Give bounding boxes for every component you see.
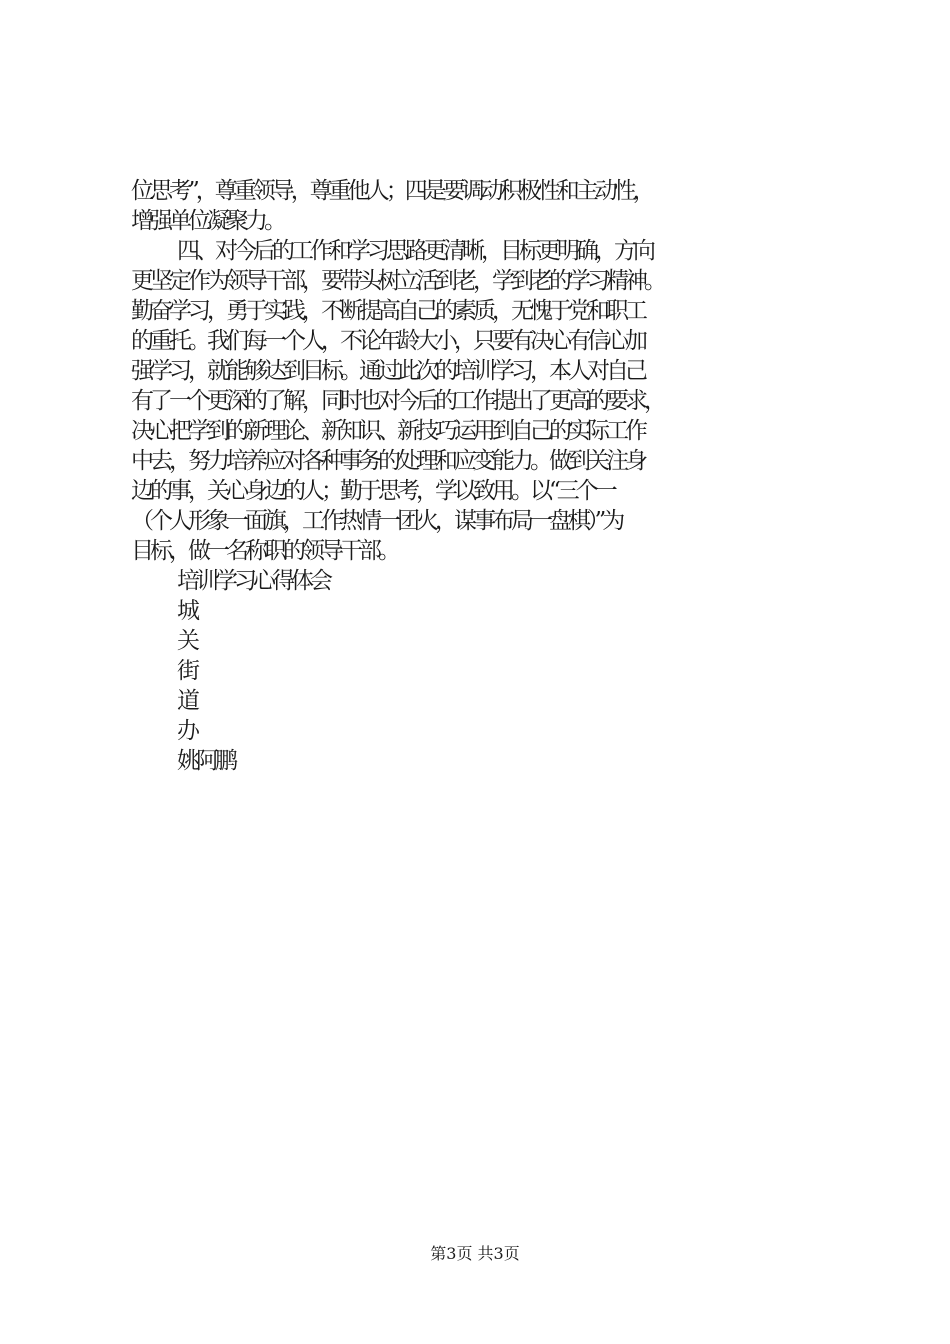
paragraph-line: 增强单位凝聚力。 <box>131 208 283 234</box>
paragraph-line: 位思考”，尊重领导，尊重他人；四是要调动积极性和主动性， <box>131 178 652 204</box>
signature-org-char: 关 <box>177 628 196 654</box>
paragraph-line: 边的事，关心身边的人；勤于思考，学以致用。以“三个一 <box>131 478 614 504</box>
paragraph-line: 更坚定作为领导干部，要带头树立活到老，学到老的学习精神。 <box>131 268 663 294</box>
paragraph-line: 勤奋学习，勇于实践，不断提高自己的素质，无愧于党和职工 <box>131 298 644 324</box>
signature-org-char: 街 <box>177 658 196 684</box>
paragraph-line: 有了一个更深的了解，同时也对今后的工作提出了更高的要求， <box>131 388 663 414</box>
paragraph-line: 中去，努力培养应对各种事务的处理和应变能力。做到关注身 <box>131 448 644 474</box>
paragraph-line: 决心把学到的新理论、新知识、新技巧运用到自己的实际工作 <box>131 418 644 444</box>
signature-org-char: 城 <box>177 598 196 624</box>
page-number-footer: 第3页 共3页 <box>430 1244 520 1263</box>
signature-org-char: 道 <box>177 688 196 714</box>
paragraph-line: 目标，做一名称职的领导干部。 <box>131 538 397 564</box>
signature-org-char: 办 <box>177 718 196 744</box>
paragraph-line: （个人形象一面旗，工作热情一团火，谋事布局一盘棋）”为 <box>131 508 622 534</box>
paragraph-line: 的重托。我们每一个人，不论年龄大小，只要有决心有信心加 <box>131 328 644 354</box>
paragraph-line: 强学习，就能够达到目标。通过此次的培训学习，本人对自己 <box>131 358 644 384</box>
document-body <box>131 176 831 776</box>
signature-title: 培训学习心得体会 <box>177 568 329 594</box>
signature-author-name: 姚阿鹏 <box>177 748 234 774</box>
paragraph-line: 四、对今后的工作和学习思路更清晰，目标更明确，方向 <box>177 238 652 264</box>
